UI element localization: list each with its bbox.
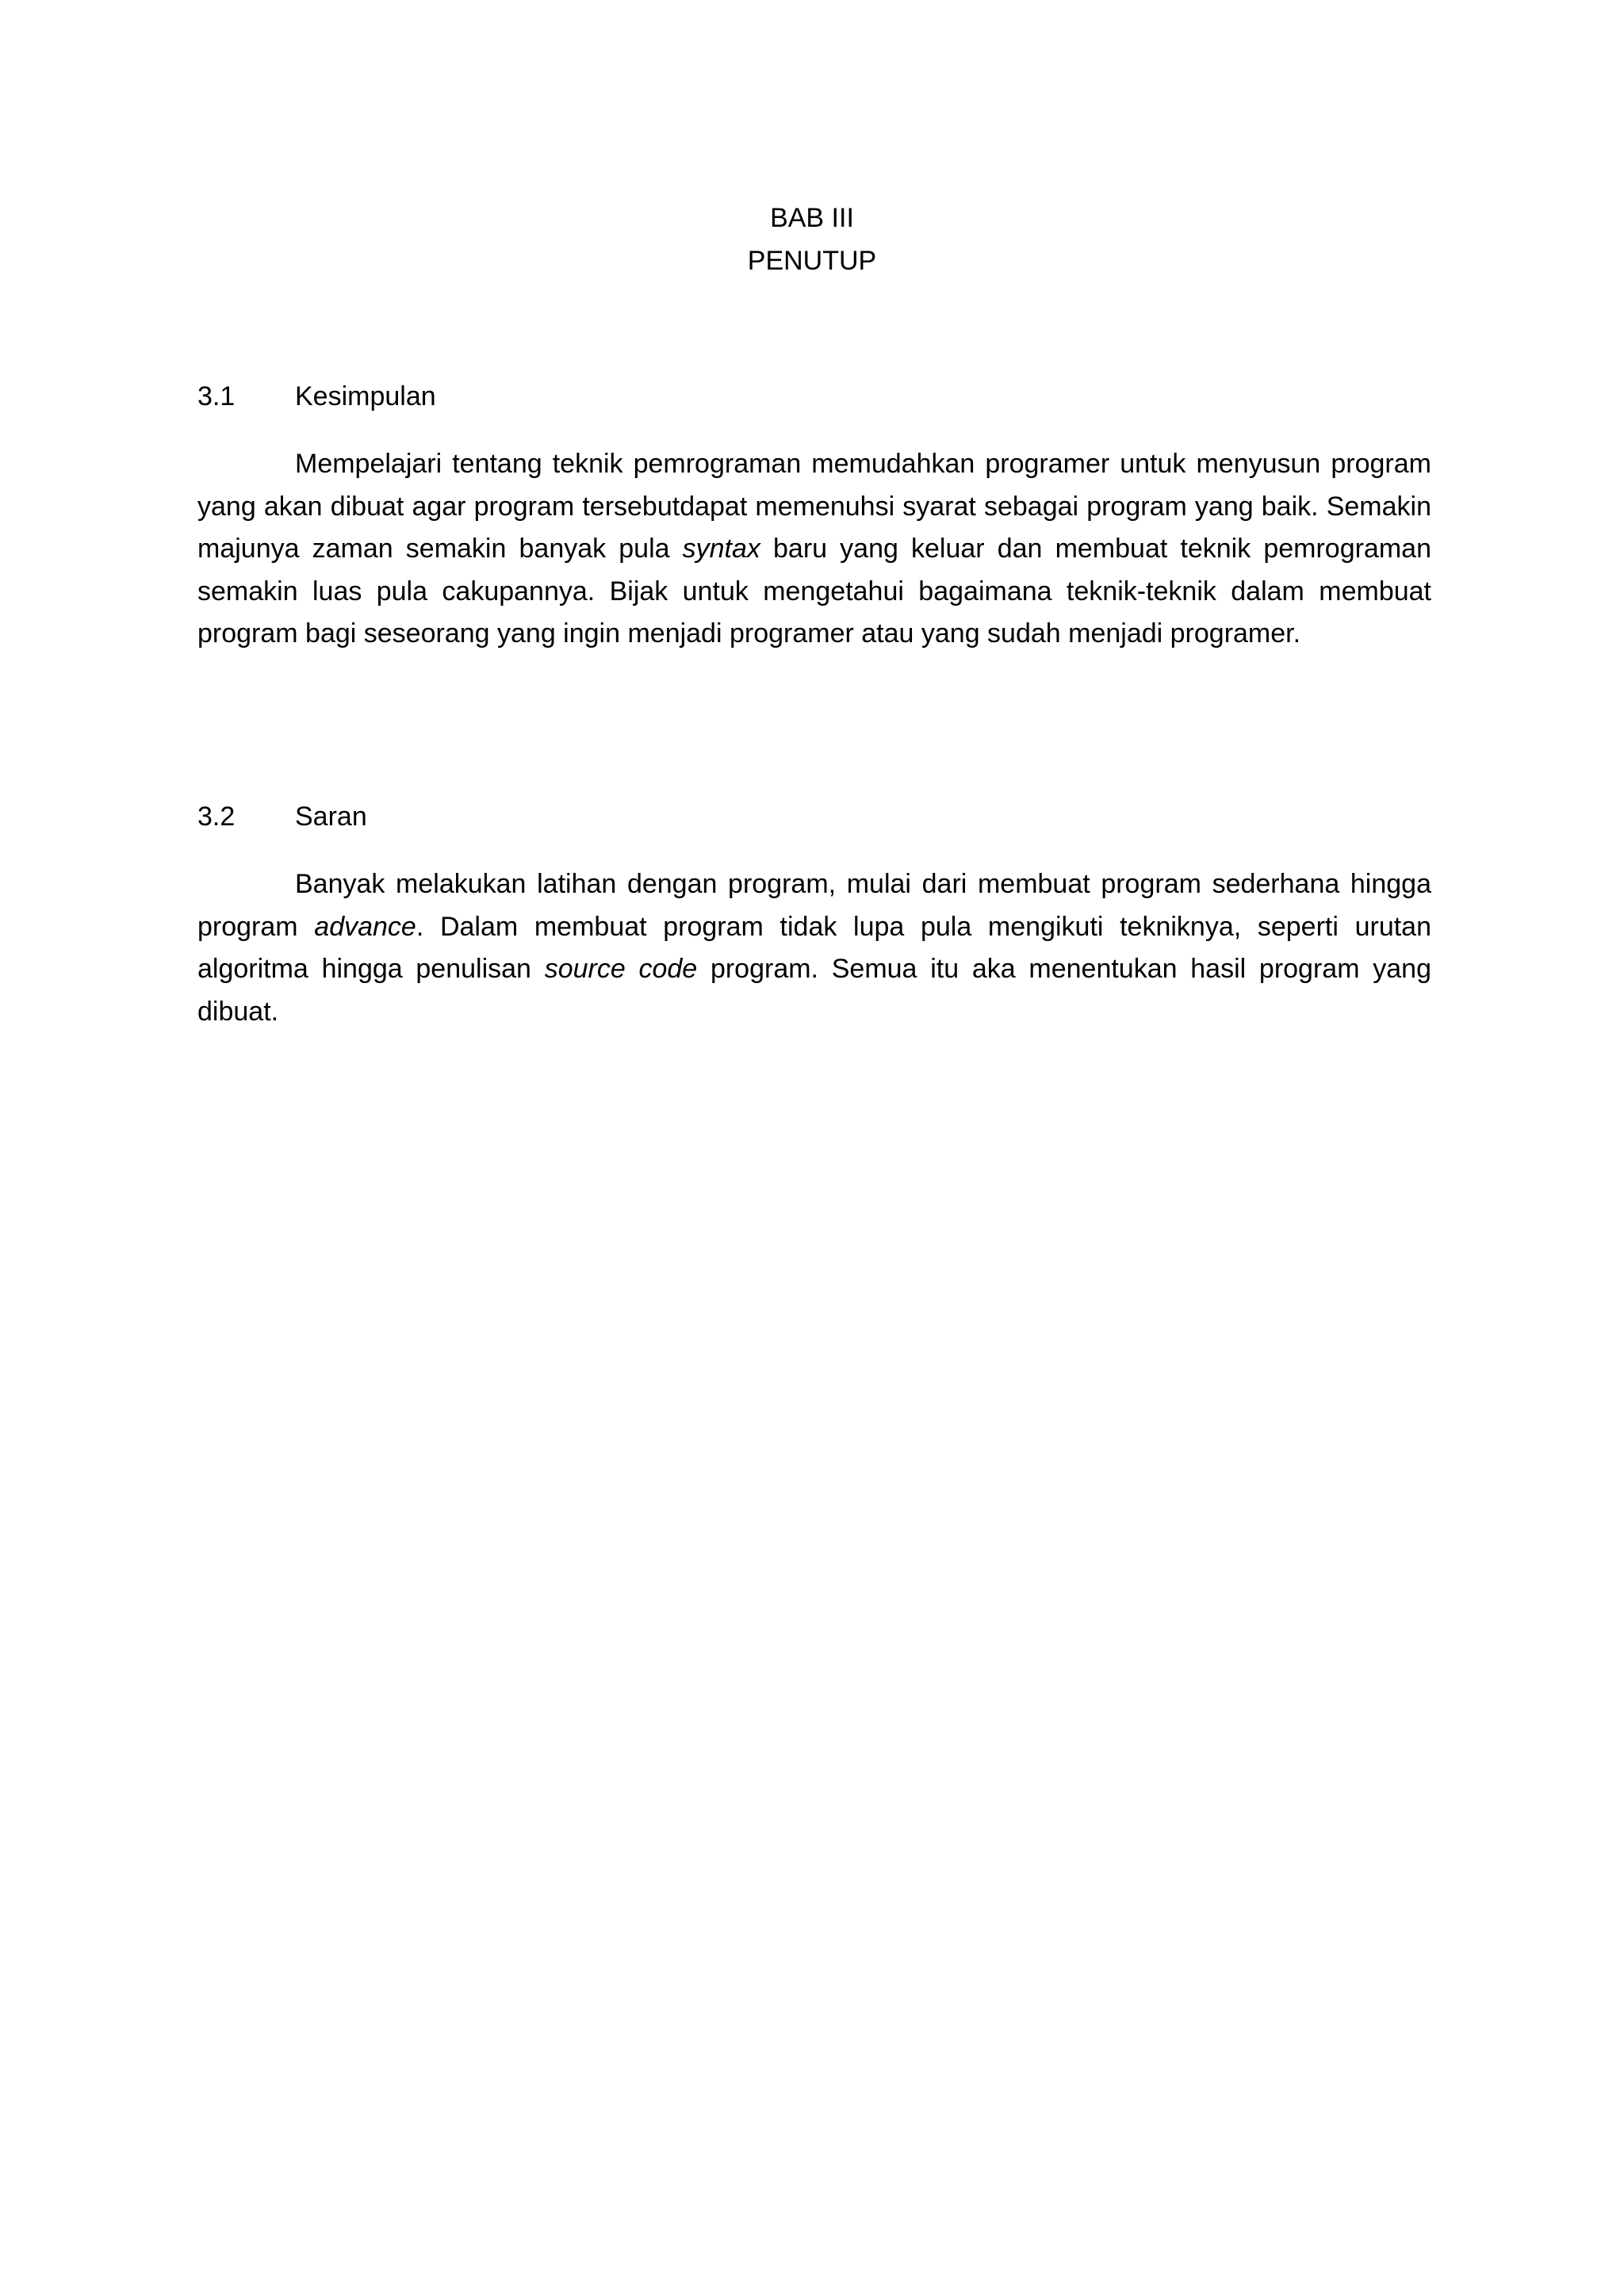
section-heading	[197, 795, 1431, 838]
section-number: 3.1	[197, 381, 236, 411]
section-number: 3.2	[197, 802, 236, 832]
section-kesimpulan	[197, 375, 1431, 683]
section-title: Saran	[295, 802, 367, 832]
chapter-title: PENUTUP	[747, 246, 877, 276]
section-heading	[197, 375, 1431, 418]
italic-term-source-code: source code	[544, 954, 698, 984]
italic-term-advance: advance	[314, 911, 416, 942]
chapter-heading	[0, 197, 1624, 282]
paragraph-text: program. Semua itu aka menentukan hasil program yang dibuat.	[197, 954, 1431, 1027]
section-title: Kesimpulan	[295, 381, 436, 411]
paragraph-text: baru yang keluar dan membuat teknik pemrograman semakin luas pula cakupannya. Bijak untuk mengetahui bagaimana teknik-teknik dalam membuat program bagi seseorang yang ingin menjadi programer atau yang sudah menjadi programer.	[197, 534, 1431, 649]
italic-term-syntax: syntax	[682, 534, 760, 564]
section-paragraph	[197, 443, 1431, 656]
section-saran	[197, 795, 1431, 1060]
paragraph-text: Banyak melakukan latihan dengan program, mulai dari membuat program sederhana hingga program	[197, 869, 1431, 942]
section-paragraph	[197, 863, 1431, 1033]
paragraph-text: . Dalam membuat program tidak lupa pula mengikuti tekniknya, seperti urutan algoritma hingga penulisan	[197, 911, 1431, 984]
paragraph-text: Mempelajari tentang teknik pemrograman memudahkan programer untuk menyusun program yang akan dibuat agar program tersebutdapat memenuhsi syarat sebagai program yang baik. Semakin majunya zaman semakin banyak pula	[197, 449, 1431, 564]
chapter-label: BAB III	[770, 203, 854, 233]
